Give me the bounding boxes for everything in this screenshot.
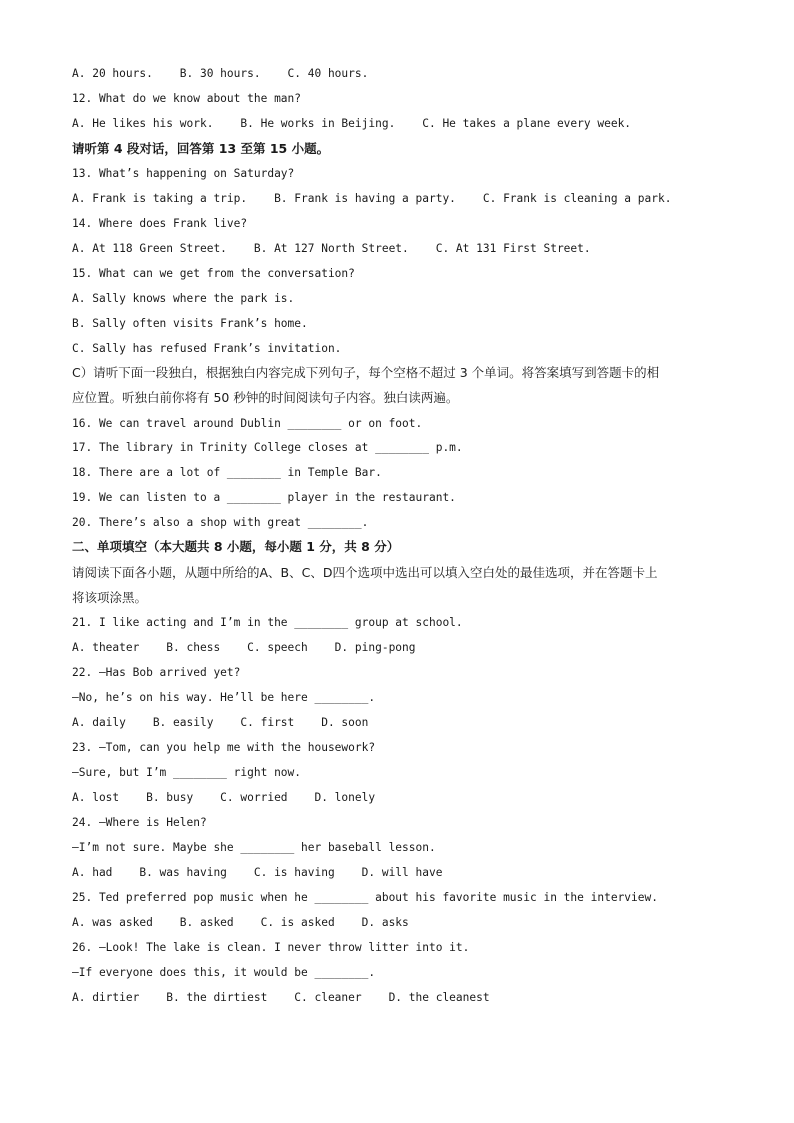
q21-question: 21. I like acting and I’m in the ________ group at school. bbox=[72, 616, 463, 629]
q22-options: A. daily B. easily C. first D. soon bbox=[72, 716, 369, 729]
q23-response: —Sure, but I’m ________ right now. bbox=[72, 766, 302, 779]
q11-options: A. 20 hours. B. 30 hours. C. 40 hours. bbox=[72, 67, 369, 80]
section-2-instruction-line2: 将该项涂黑。 bbox=[72, 590, 148, 605]
q26-question: 26. —Look! The lake is clean. I never throw litter into it. bbox=[72, 941, 470, 954]
q21-options: A. theater B. chess C. speech D. ping-pong bbox=[72, 641, 416, 654]
q24-question: 24. —Where is Helen? bbox=[72, 816, 207, 829]
q13-question: 13. What’s happening on Saturday? bbox=[72, 167, 295, 180]
q15-option-b: B. Sally often visits Frank’s home. bbox=[72, 317, 308, 330]
section-instruction-dialogue-4: 请听第 4 段对话，回答第 13 至第 15 小题。 bbox=[72, 141, 330, 156]
q17: 17. The library in Trinity College closes at ________ p.m. bbox=[72, 441, 463, 454]
q23-options: A. lost B. busy C. worried D. lonely bbox=[72, 791, 376, 804]
q26-response: —If everyone does this, it would be ________. bbox=[72, 966, 376, 979]
q16: 16. We can travel around Dublin ________ or on foot. bbox=[72, 417, 423, 430]
q15-question: 15. What can we get from the conversation? bbox=[72, 267, 355, 280]
q22-response: —No, he’s on his way. He’ll be here ________. bbox=[72, 691, 376, 704]
q14-options: A. At 118 Green Street. B. At 127 North Street. C. At 131 First Street. bbox=[72, 242, 591, 255]
q24-options: A. had B. was having C. is having D. will have bbox=[72, 866, 443, 879]
section-2-heading: 二、单项填空（本大题共 8 小题，每小题 1 分，共 8 分） bbox=[72, 539, 400, 554]
q22-question: 22. —Has Bob arrived yet? bbox=[72, 666, 241, 679]
q18: 18. There are a lot of ________ in Temple Bar. bbox=[72, 466, 382, 479]
q12-question: 12. What do we know about the man? bbox=[72, 92, 302, 105]
q25-question: 25. Ted preferred pop music when he ________ about his favorite music in the interview. bbox=[72, 891, 658, 904]
q13-options: A. Frank is taking a trip. B. Frank is having a party. C. Frank is cleaning a park. bbox=[72, 192, 672, 205]
section-c-instruction-line2: 应位置。听独白前你将有 50 秒钟的时间阅读句子内容。独白读两遍。 bbox=[72, 390, 459, 405]
q14-question: 14. Where does Frank live? bbox=[72, 217, 248, 230]
q26-options: A. dirtier B. the dirtiest C. cleaner D. the cleanest bbox=[72, 991, 490, 1004]
section-c-instruction-line1: C）请听下面一段独白，根据独白内容完成下列句子，每个空格不超过 3 个单词。将答案填写到答题卡的相 bbox=[72, 365, 660, 380]
q24-response: —I’m not sure. Maybe she ________ her baseball lesson. bbox=[72, 841, 436, 854]
q19: 19. We can listen to a ________ player in the restaurant. bbox=[72, 491, 456, 504]
q12-options: A. He likes his work. B. He works in Beijing. C. He takes a plane every week. bbox=[72, 117, 632, 130]
q20: 20. There’s also a shop with great ________. bbox=[72, 516, 369, 529]
q15-option-c: C. Sally has refused Frank’s invitation. bbox=[72, 342, 342, 355]
q25-options: A. was asked B. asked C. is asked D. asks bbox=[72, 916, 409, 929]
section-2-instruction-line1: 请阅读下面各小题，从题中所给的A、B、C、D四个选项中选出可以填入空白处的最佳选项，并在答题卡上 bbox=[72, 565, 658, 580]
q23-question: 23. —Tom, can you help me with the housework? bbox=[72, 741, 376, 754]
q15-option-a: A. Sally knows where the park is. bbox=[72, 292, 295, 305]
